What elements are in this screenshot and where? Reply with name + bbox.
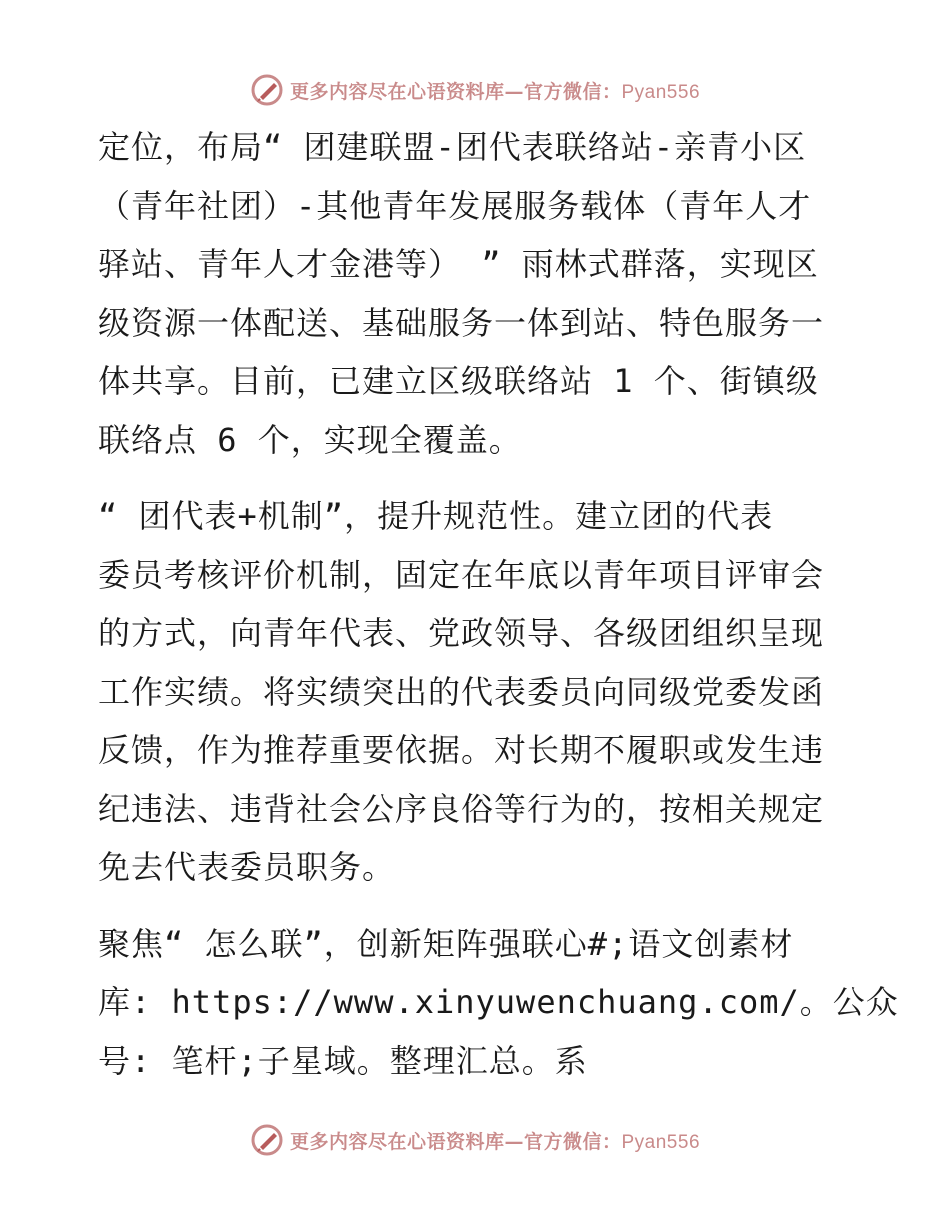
text-line: 工作实绩。将实绩突出的代表委员向同级党委发函	[98, 672, 825, 711]
header-banner	[0, 70, 950, 110]
document-body	[98, 118, 899, 1090]
text-line: 级资源一体配送、基础服务一体到站、特色服务一	[98, 303, 825, 342]
text-line: 体共享。目前，已建立区级联络站 1 个、街镇级	[98, 362, 819, 400]
paragraph-2	[98, 487, 858, 897]
text-line: 聚焦“ 怎么联”，创新矩阵强联心#;语文创素材	[98, 924, 794, 963]
header-banner-id: Pyan556	[621, 81, 701, 103]
footer-banner	[0, 1120, 950, 1160]
text-line: 委员考核评价机制，固定在年底以青年项目评审会	[98, 555, 825, 594]
text-line: 库: https://www.xinyuwenchuang.com/。公众	[98, 983, 899, 1021]
logo-icon	[250, 73, 284, 107]
footer-banner-id: Pyan556	[621, 1131, 701, 1153]
text-line: 驿站、青年人才金港等） ” 雨林式群落，实现区	[98, 245, 819, 283]
text-line: 免去代表委员职务。	[98, 848, 396, 886]
header-banner-text	[290, 77, 700, 104]
header-banner-label: 更多内容尽在心语资料库—官方微信：	[289, 80, 622, 103]
text-line: 反馈，作为推荐重要依据。对长期不履职或发生违	[98, 731, 825, 769]
footer-banner-label: 更多内容尽在心语资料库—官方微信：	[289, 1130, 622, 1153]
text-line: “ 团代表+机制”，提升规范性。建立团的代表	[98, 497, 774, 535]
footer-banner-text	[290, 1127, 700, 1154]
paragraph-3	[98, 915, 899, 1091]
text-line: （青年社团）-其他青年发展服务载体（青年人才	[98, 186, 812, 225]
text-line: 联络点 6 个，实现全覆盖。	[98, 420, 522, 459]
text-line: 定位，布局“ 团建联盟-团代表联络站-亲青小区	[98, 128, 807, 166]
paragraph-1	[98, 118, 858, 469]
logo-icon	[250, 1123, 284, 1157]
text-line: 号: 笔杆;子星域。整理汇总。系	[98, 1041, 588, 1080]
text-line: 纪违法、违背社会公序良俗等行为的，按相关规定	[98, 789, 825, 828]
text-line: 的方式，向青年代表、党政领导、各级团组织呈现	[98, 614, 825, 652]
